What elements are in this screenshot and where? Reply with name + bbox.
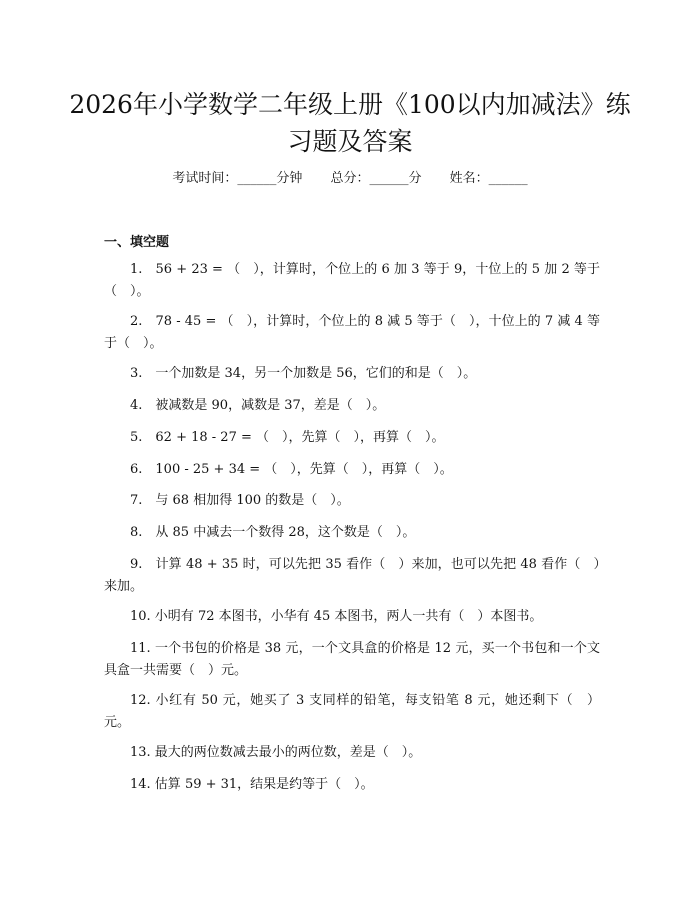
question-13: 13. 最大的两位数减去最小的两位数，差是（ ）。 — [130, 745, 422, 760]
question-14: 14. 估算 59 + 31，结果是约等于（ ）。 — [130, 777, 374, 792]
question-1: 1. 56 + 23 = （ ），计算时，个位上的 6 加 3 等于 9，十位上的 5 加 2 等于（ ）。 — [104, 262, 600, 299]
document-title: 2026年小学数学二年级上册《100以内加减法》练习题及答案 — [69, 90, 631, 156]
total-score-field: 总分：______分 — [330, 171, 422, 186]
question-6: 6. 100 - 25 + 34 = （ ），先算（ ），再算（ ）。 — [130, 462, 453, 477]
question-8: 8. 从 85 中减去一个数得 28，这个数是（ ）。 — [130, 525, 416, 540]
section-heading-fill-in: 一、填空题 — [104, 235, 170, 250]
question-10: 10. 小明有 72 本图书，小华有 45 本图书，两人一共有（ ）本图书。 — [130, 609, 543, 624]
student-name-field: 姓名：______ — [449, 171, 528, 186]
question-7: 7. 与 68 相加得 100 的数是（ ）。 — [130, 493, 350, 508]
question-3: 3. 一个加数是 34，另一个加数是 56，它们的和是（ ）。 — [130, 366, 477, 381]
question-9: 9. 计算 48 + 35 时，可以先把 35 看作（ ）来加，也可以先把 48 看作（ ）来加。 — [104, 557, 600, 594]
exam-time-field: 考试时间：______分钟 — [172, 171, 303, 186]
question-5: 5. 62 + 18 - 27 = （ ），先算（ ），再算（ ）。 — [130, 430, 445, 445]
question-11: 11. 一个书包的价格是 38 元，一个文具盒的价格是 12 元，买一个书包和一个文具盒一共需要（ ）元。 — [104, 641, 600, 678]
question-4: 4. 被减数是 90，减数是 37，差是（ ）。 — [130, 398, 386, 413]
question-2: 2. 78 - 45 = （ ），计算时，个位上的 8 减 5 等于（ ），十位上的 7 减 4 等于（ ）。 — [104, 314, 600, 351]
question-12: 12. 小红有 50 元，她买了 3 支同样的铅笔，每支铅笔 8 元，她还剩下（ ）元。 — [104, 693, 600, 730]
exam-info-line — [0, 170, 700, 188]
